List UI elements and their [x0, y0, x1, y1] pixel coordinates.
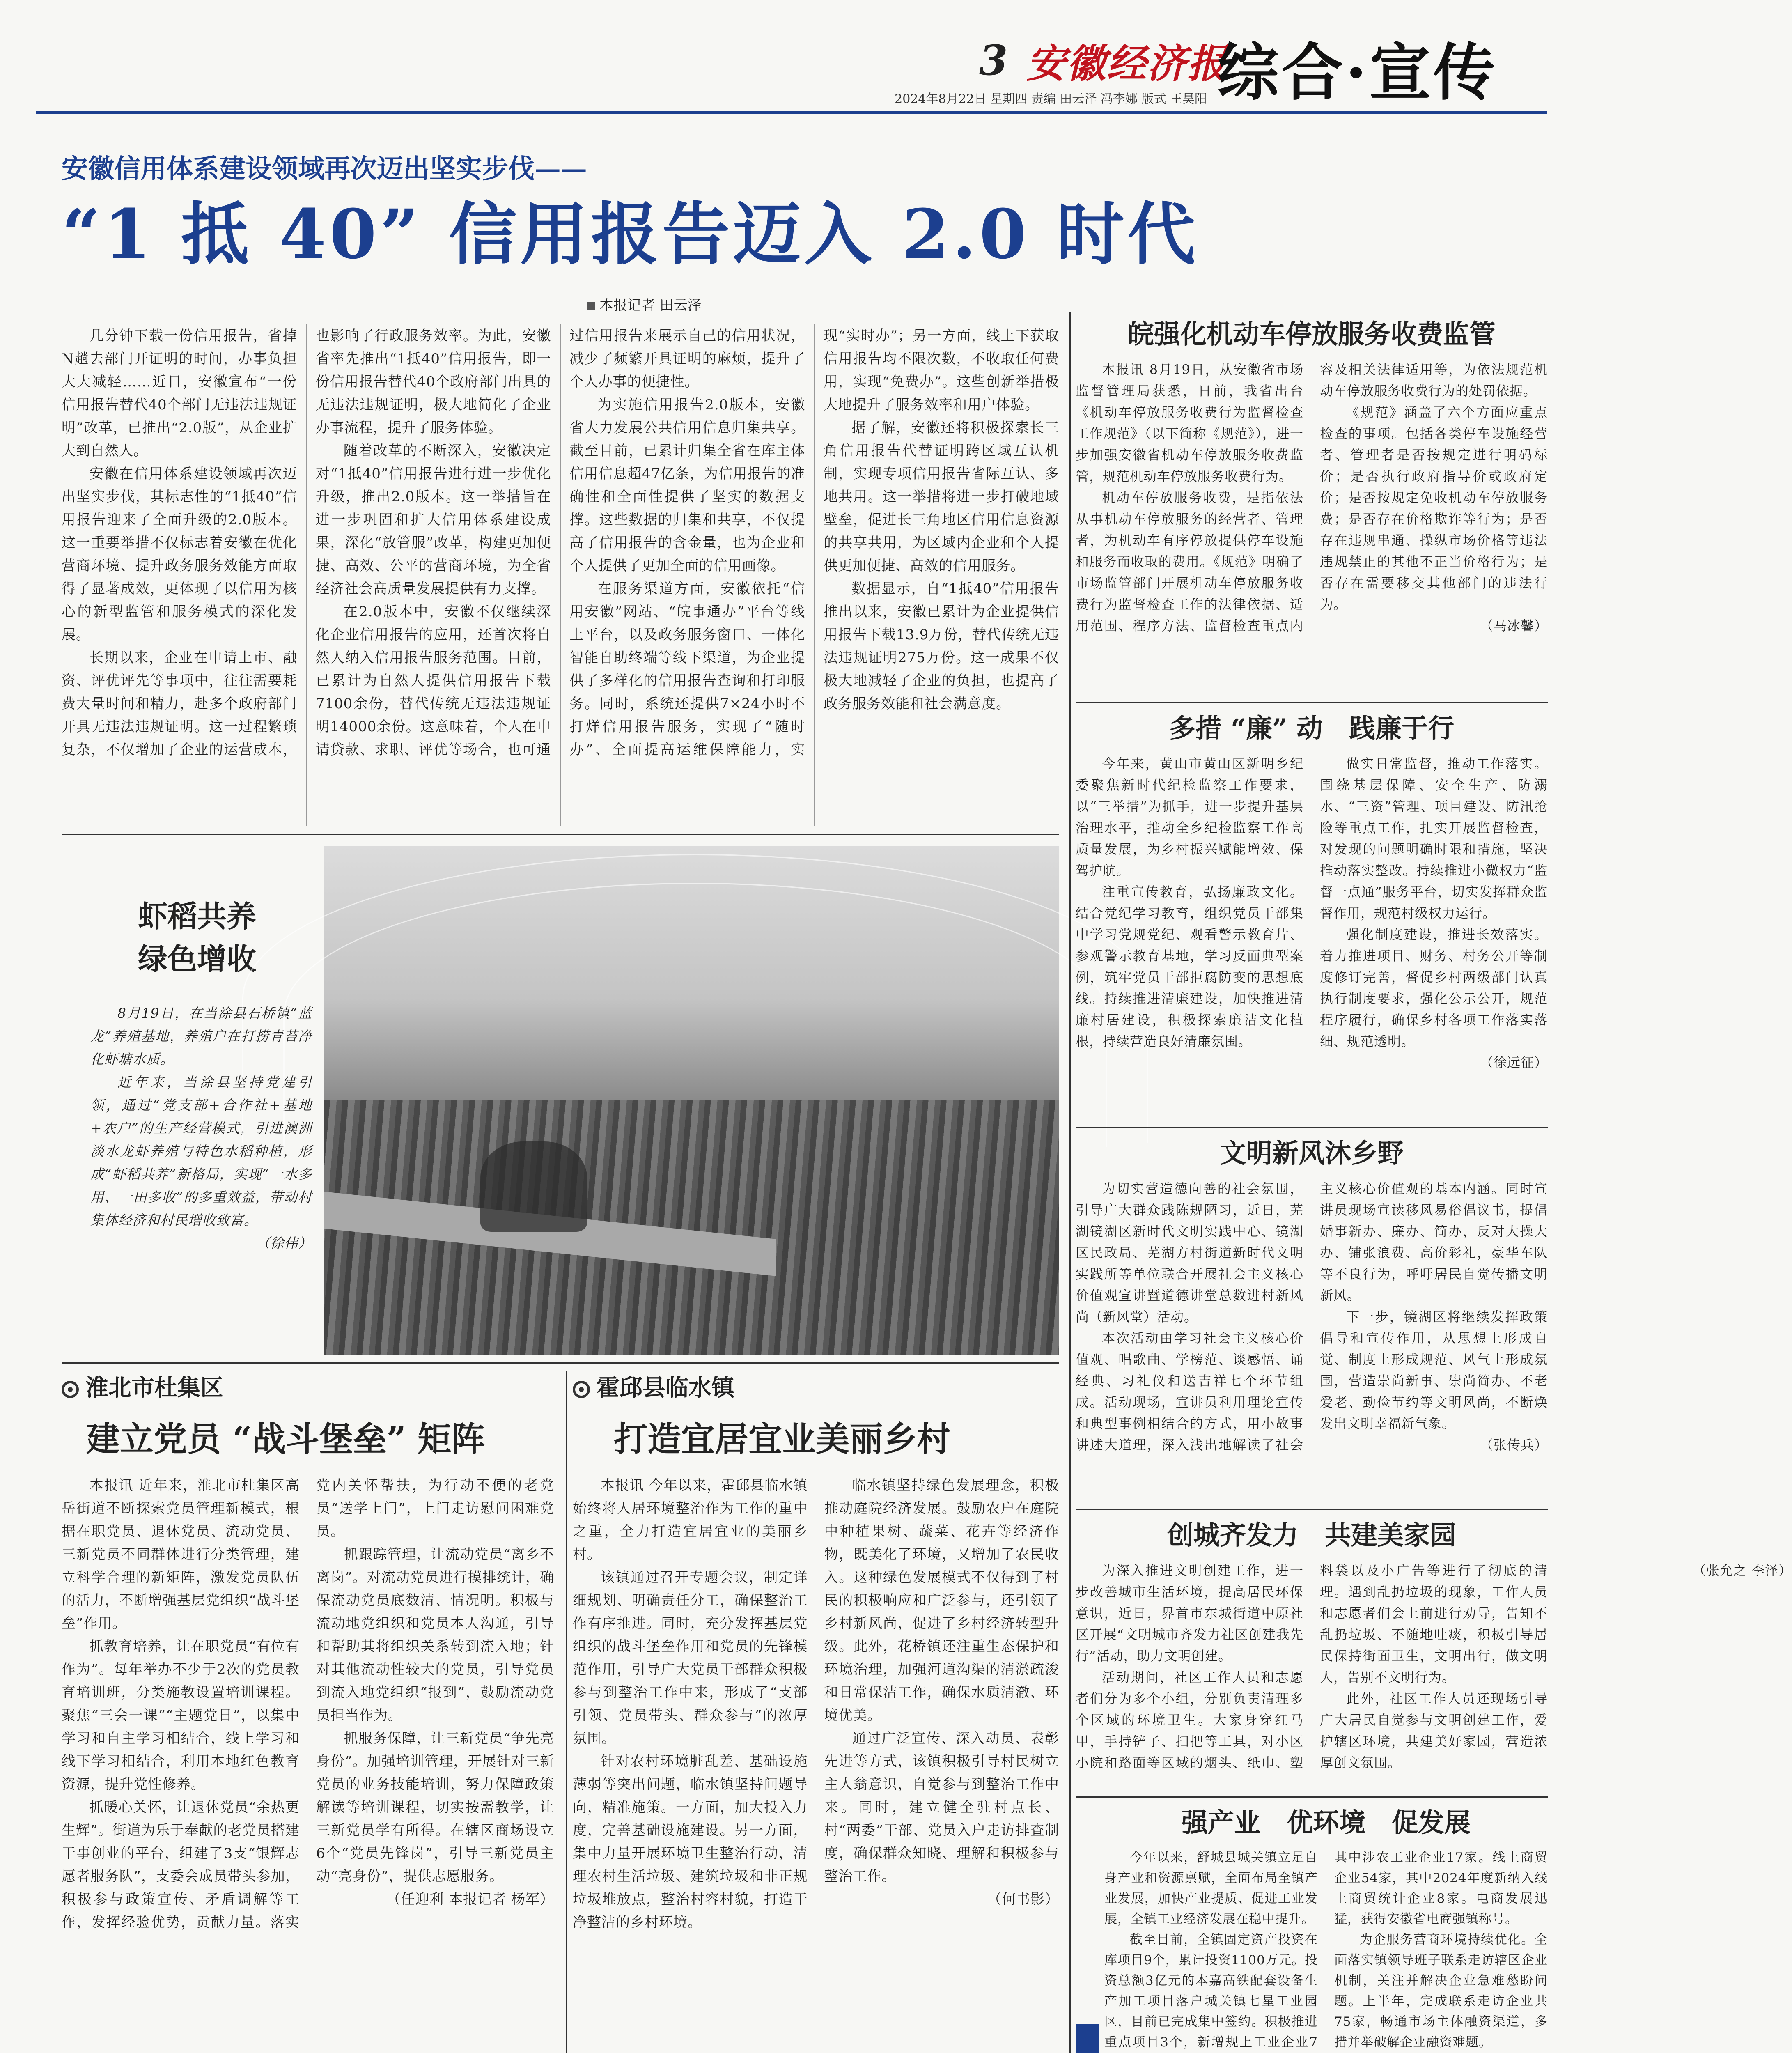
- huoqiu-body: [573, 1474, 1059, 2041]
- parking-body: [1076, 359, 1548, 700]
- location-pin-icon: [573, 1381, 590, 1398]
- duji-paragraph: 抓暖心关怀，让退休党员“余热更生辉”。街道为乐于奉献的老党员搭建干事创业的平台，组建了3支“银辉志愿者服务队”，支委会成员带头参加，积极参与政策宣传、矛盾调解等工作，发挥经验优势，贡献力量。落实党内关怀帮扶，为行动不便的老党员“送学上门”，上门走访慰问困难党员。: [62, 1477, 554, 1931]
- wenming-story: [1076, 1135, 1548, 1506]
- parking-story: [1076, 316, 1548, 700]
- huoqiu-paragraph: 针对农村环境脏乱差、基础设施薄弱等突出问题，临水镇坚持问题导向，精准施策。一方面，加大投入力度，完善基础设施建设。另一方面，集中力量开展环境卫生整治行动，清理农村生活垃圾、建筑垃圾和非正规垃圾堆放点，整治村容村貌，打造干净整洁的乡村环境。: [573, 1753, 808, 1931]
- qiangchanye-paragraph: 截至目前，全镇固定资产投资在库项目9个，累计投资1100万元。投资总额3亿元的本嘉高铁配套设备生产加工项目落户城关镇七星工业园区，目前已完成集中签约。积极推进重点项目3个，新增规上工业企业7 其中涉农工业企业17家。线上商贸企业54家，其中2024年度新纳入线上商贸统计企业8家。电商发展迅猛，获得安徽省电商强镇称号。: [1104, 1850, 1548, 2050]
- lead-byline: [587, 296, 702, 315]
- qiangchanye-paragraph: 为企服务营商环境持续优化。全面落实镇领导班子联系走访辖区企业机制，关注并解决企业急难愁盼问题。上半年，完成联系走访企业共75家，畅通市场主体融资渠道，多措并举破解企业融资难题。: [1334, 1932, 1548, 2050]
- photo-story: [62, 846, 1059, 1355]
- lian-paragraph: 强化制度建设，推进长效落实。着力推进项目、财务、村务公开等制度修订完善，督促乡村两级部门认真执行制度要求，强化公示公开，规范程序履行，确保乡村各项工作落实落细、规范透明。: [1320, 927, 1548, 1049]
- duji-paragraph: 抓教育培养，让在职党员“有位有作为”。每年举办不少于2次的党员教育培训班，分类施教设置培训课程。聚焦“三会一课”“主题党日”，以集中学习和自主学习相结合，线上学习和线下学习相结合，利用本地红色教育资源，提升党性修养。: [62, 1638, 300, 1793]
- section-title: 综合·宣传: [1217, 37, 1498, 109]
- huoqiu-paragraph: 临水镇坚持绿色发展理念，积极推动庭院经济发展。鼓励农户在庭院中种植果树、蔬菜、花卉等经济作物，既美化了环境，又增加了农民收入。这种绿色发展模式不仅得到了村民的积极响应和广泛参与，还引领了乡村新风尚，促进了乡村经济转型升级。此外，花桥镇还注重生态保护和环境治理，加强河道沟渠的清淤疏浚和日常保洁工作，确保水质清澈、环境优美。: [824, 1477, 1059, 1724]
- parking-paragraph: 《规范》涵盖了六个方面应重点检查的事项。包括各类停车设施经营者、管理者是否按规定进行明码标价；是否执行政府指导价或政府定价；是否按规定免收机动车停放服务费；是否存在价格欺诈等行为；是否存在违规串通、操纵市场价格等违法违规禁止的其他不正当价格行为；是否存在需要移交其他部门的违法行为。: [1320, 404, 1548, 612]
- qiangchanye-body: [1104, 1847, 1548, 2053]
- chuangcheng-paragraph: 为深入推进文明创建工作，进一步改善城市生活环境，提高居民环保意识，近日，界首市东城街道中原社区开展“文明城市齐发力社区创建我先行”活动，助力文明创建。: [1076, 1563, 1303, 1664]
- chuangcheng-credit: （张允之 李泽）: [1692, 1563, 1792, 1578]
- wenming-title: 文明新风沐乡野: [1220, 1138, 1404, 1169]
- huoqiu-paragraph: 该镇通过召开专题会议，制定详细规划、明确责任分工，确保整治工作有序推进。同时，充分发挥基层党组织的战斗堡垒作用和党员的先锋模范作用，引导广大党员干部群众积极参与到整治工作中来，形成了“支部引领、党员带头、群众参与”的浓厚氛围。: [573, 1569, 808, 1747]
- duji-paragraph: 抓跟踪管理，让流动党员“离乡不离岗”。对流动党员进行摸排统计，确保流动党员底数清、情况明。积极与流动地党组织和党员本人沟通，引导和帮助其将组织关系转到流入地；针对其他流动性较大的党员，引导党员到流入地党组织“报到”，鼓励流动党员担当作为。: [316, 1546, 554, 1724]
- lead-paragraph: 在2.0版本中，安徽不仅继续深化企业信用报告的应用，还首次将自然人纳入信用报告服务范围。目前，已累计为自然人提供信用报告下载7100余份，替代传统无违法违规证明14000余份。这意味着，个人在申请贷款、求职、评优等场合，也可通过信用报告来展示自己的信用状况，减少了频繁开具证明的麻烦，提升了个人办事的便捷性。: [315, 328, 805, 758]
- side-tag: [1076, 2024, 1099, 2053]
- wenming-credit: （张传兵）: [1480, 1437, 1548, 1453]
- huoqiu-credit: （何书影）: [987, 1891, 1059, 1908]
- duji-story: [62, 1371, 554, 2053]
- photo-caption-paragraph: 8月19日，在当涂县石桥镇“蓝龙”养殖基地，养殖户在打捞青苔净化虾塘水质。: [90, 1005, 312, 1067]
- huoqiu-story: [573, 1371, 1059, 2053]
- lian-credit: （徐远征）: [1480, 1055, 1548, 1070]
- photo-credit: （徐伟）: [256, 1235, 312, 1251]
- wenming-paragraph: 下一步，镜湖区将继续发挥政策倡导和宣传作用，从思想上形成自觉、制度上形成规范、风气上形成氛围，营造崇尚新事、崇尚简办、不老爱老、勤俭节约等文明风尚，不断焕发出文明幸福新气象。: [1320, 1309, 1548, 1431]
- date-line: 2024年8月22日 星期四 责编 田云泽 冯李娜 版式 王昊阳: [895, 92, 1207, 106]
- photo-caption-paragraph: 近年来，当涂县坚持党建引领，通过“党支部+合作社+基地+农户”的生产经营模式，引进澳洲淡水龙虾养殖与特色水稻种植，形成“虾稻共养”新格局，实现“一水多用、一田多收”的多重效益，带动村集体经济和村民增收致富。: [90, 1074, 312, 1228]
- duji-title: 建立党员 “战斗堡垒” 矩阵: [86, 1419, 485, 1459]
- lead-bottom-rule: [62, 834, 1059, 835]
- duji-location-text: 淮北市杜集区: [85, 1374, 223, 1401]
- lead-paragraph: 安徽在信用体系建设领域再次迈出坚实步伐，其标志性的“1抵40”信用报告迎来了全面升级的2.0版本。这一重要举措不仅标志着安徽在优化营商环境、提升政务服务效能方面取得了显著成效，更体现了以信用为核心的新型监管和服务模式的深化发展。: [62, 466, 297, 643]
- wenming-paragraph: 本次活动由学习社会主义核心价值观、唱歌曲、学榜范、谈感悟、诵经典、习礼仪和送吉祥七个环节组成。活动现场，宣讲员利用理论宣传和典型事例相结合的方式，用小故事讲述大道理，深入浅出地解读了社会主义核心价值观的基本内涵。同时宣讲员现场宣读移风易俗倡议书，提倡婚事新办、廉办、简办，反对大操大办、铺张浪费、高价彩礼，豪华车队等不良行为，呼吁居民自觉传播文明新风。: [1076, 1181, 1548, 1453]
- right-rule: [1076, 1127, 1548, 1128]
- right-rule: [1076, 1509, 1548, 1510]
- chuangcheng-title: 创城齐发力 共建美家园: [1167, 1520, 1456, 1551]
- wenming-body: [1076, 1178, 1548, 1506]
- lead-body: [62, 324, 1059, 826]
- lead-paragraph: 几分钟下载一份信用报告，省掉N趟去部门开证明的时间，办事负担大大减轻……近日，安徽宣布“一份信用报告替代40个部门无违法违规证明”改革，已推出“2.0版”，从企业扩大到自然人。: [62, 328, 297, 459]
- duji-credit: （任迎利 本报记者 杨军）: [386, 1891, 554, 1908]
- duji-location: [62, 1371, 554, 1404]
- shrimp-rice-farm-photo: [324, 846, 1059, 1355]
- masthead-rule: [36, 111, 1547, 114]
- duji-paragraph: 抓服务保障，让三新党员“争先亮身份”。加强培训管理，开展针对三新党员的业务技能培训，努力保障政策解读等培训课程，切实按需教学，让三新党员学有所得。在辖区商场设立6个“党员先锋岗”，引导三新党员主动“亮身份”，提供志愿服务。: [316, 1730, 554, 1885]
- lian-title: 多措 “廉” 动 践廉于行: [1169, 713, 1455, 744]
- chuangcheng-story: [1076, 1517, 1792, 1790]
- lead-paragraph: 为实施信用报告2.0版本，安徽省大力发展公共信用信息归集共享。截至目前，已累计归集全省在库主体信用信息超47亿条，为信用报告的准确性和全面性提供了坚实的数据支撑。这些数据的归集和共享，不仅提高了信用报告的含金量，也为企业和个人提供了更加全面的信用画像。: [569, 397, 805, 574]
- parking-paragraph: 本报讯 8月19日，从安徽省市场监督管理局获悉，日前，我省出台《机动车停放服务收费行为监督检查工作规范》（以下简称《规范》），进一步加强安徽省机动车停放服务收费监管，规范机动车停放服务收费行为。: [1076, 362, 1303, 484]
- qiangchanye-paragraph: 今年以来，舒城县城关镇立足自身产业和资源禀赋，全面布局全镇产业发展，加快产业提质、促进工业发展，全镇工业经济发展在稳中提升。: [1104, 1850, 1318, 1927]
- chuangcheng-paragraph: 此外，社区工作人员还现场引导广大居民自觉参与文明创建工作，爱护辖区环境，共建美好家园，营造浓厚创文氛围。: [1320, 1691, 1548, 1771]
- lian-story: [1076, 710, 1548, 1123]
- masthead: [0, 0, 1566, 152]
- chuangcheng-body: [1076, 1560, 1792, 1790]
- huoqiu-location-text: 霍邱县临水镇: [597, 1374, 734, 1401]
- lead-paragraph: 长期以来，企业在申请上市、融资、评优评先等事项中，往往需要耗费大量时间和精力，赴多个政府部门开具无违法违规证明。这一过程繁琐复杂，不仅增加了企业的运营成本，也影响了行政服务效率。为此，安徽省率先推出“1抵40”信用报告，即一份信用报告替代40个政府部门出具的无违法违规证明，极大地简化了企业办事流程，提升了服务体验。: [62, 328, 551, 758]
- lead-paragraph: 据了解，安徽还将积极探索长三角信用报告代替证明跨区域互认机制，实现专项信用报告省际互认、多地共用。这一举措将进一步打破地域壁垒，促进长三角地区信用信息资源的共享共用，为区域内企业和个人提供更加便捷、高效的信用服务。: [824, 420, 1059, 574]
- location-pin-icon: [62, 1381, 79, 1398]
- parking-title: 皖强化机动车停放服务收费监管: [1128, 319, 1496, 350]
- duji-paragraph: 本报讯 近年来，淮北市杜集区高岳街道不断探索党员管理新模式，根据在职党员、退休党员、流动党员、三新党员不同群体进行分类管理，建立科学合理的新矩阵，激发党员队伍的活力，不断增强基层党组织“战斗堡垒”作用。: [62, 1477, 300, 1632]
- photo-story-title-line: 绿色增收: [138, 942, 256, 976]
- right-column-rule: [1069, 312, 1071, 2053]
- huoqiu-paragraph: 通过广泛宣传、深入动员、表彰先进等方式，该镇积极引导村民树立主人翁意识，自觉参与到整治工作中来。同时，建立健全驻村点长、村“两委”干部、党员入户走访排查制度，确保群众知晓、理解和积极参与整治工作。: [824, 1730, 1059, 1885]
- qiangchanye-story: [1104, 1805, 1548, 2053]
- right-rule: [1076, 702, 1548, 703]
- newspaper-logo: 安徽经济报: [1026, 40, 1228, 87]
- wenming-paragraph: 为切实营造德向善的社会氛围，引导广大群众践陈规陋习，近日，芜湖镜湖区新时代文明实践中心、镜湖区民政局、芜湖方村街道新时代文明实践所等单位联合开展社会主义核心价值观宣讲暨道德讲堂总数进村新风尚（新风堂）活动。: [1076, 1181, 1303, 1325]
- right-rule: [1076, 1796, 1548, 1798]
- parking-credit: （马冰馨）: [1480, 618, 1548, 634]
- lead-kicker: 安徽信用体系建设领域再次迈出坚实步伐——: [62, 154, 587, 184]
- lead-paragraph: 随着改革的不断深入，安徽决定对“1抵40”信用报告进行进一步优化升级，推出2.0版本。这一举措旨在进一步巩固和扩大信用体系建设成果，深化“放管服”改革，构建更加便捷、高效、公平的营商环境，为全省经济社会高质量发展提供有力支撑。: [315, 443, 551, 597]
- byline-marker-icon: [587, 302, 595, 310]
- lian-paragraph: 今年来，黄山市黄山区新明乡纪委聚焦新时代纪检监察工作要求，以“三举措”为抓手，进一步提升基层治理水平，推动全乡纪检监察工作高质量发展，为乡村振兴赋能增效、保驾护航。: [1076, 756, 1303, 878]
- lian-paragraph: 注重宣传教育，弘扬廉政文化。结合党纪学习教育，组织党员干部集中学习党规党纪、观看警示教育片、参观警示教育基地，学习反面典型案例，筑牢党员干部拒腐防变的思想底线。持续推进清廉建设，加快推进清廉村居建设，积极探索廉洁文化植根，持续营造良好清廉氛围。: [1076, 884, 1303, 1049]
- huoqiu-location: [573, 1371, 1059, 1404]
- huoqiu-paragraph: 本报讯 今年以来，霍邱县临水镇始终将人居环境整治作为工作的重中之重，全力打造宜居宜业的美丽乡村。: [573, 1477, 808, 1563]
- huoqiu-title: 打造宜居宜业美丽乡村: [614, 1419, 951, 1459]
- mid-vertical-rule: [566, 1371, 567, 2053]
- duji-body: [62, 1474, 554, 2041]
- photo-bottom-rule: [62, 1362, 1059, 1364]
- chuangcheng-paragraph: 活动期间，社区工作人员和志愿者们分为多个小组，分别负责清理多个区域的环境卫生。大家身穿红马甲，手持铲子、扫把等工具，对小区小院和路面等区域的烟头、纸巾、塑料袋以及小广告等进行了彻底的清理。遇到乱扔垃圾的现象，工作人员和志愿者们会上前进行劝导，告知不乱扔垃圾、不随地吐痰，积极引导居民保持街面卫生，文明出行，做文明人，告别不文明行为。: [1076, 1563, 1548, 1771]
- page-number: 3: [979, 36, 1008, 85]
- parking-paragraph: 机动车停放服务收费，是指依法从事机动车停放服务的经营者、管理者，为机动车有序停放提供停车设施和服务而收取的费用。《规范》明确了市场监管部门开展机动车停放服务收费行为监督检查工作的法律依据、适用范围、程序方法、监督检查重点内容及相关法律适用等，为依法规范机动车停放服务收费行为的处罚依据。: [1076, 362, 1548, 634]
- qiangchanye-title: 强产业 优环境 促发展: [1182, 1807, 1471, 1838]
- lead-title: “1 抵 40” 信用报告迈入 2.0 时代: [62, 194, 1199, 274]
- lead-paragraph: 数据显示，自“1抵40”信用报告推出以来，安徽已累计为企业提供信用报告下载13.9万份，替代传统无违法违规证明275万份。这一成果不仅极大地减轻了企业的负担，也提高了政务服务效能和社会满意度。: [824, 581, 1059, 712]
- lead-byline-text: 本报记者 田云泽: [599, 297, 702, 314]
- farmers-figures: [480, 1141, 587, 1232]
- photo-story-title-line: 虾稻共养: [138, 899, 256, 934]
- lian-paragraph: 做实日常监督，推动工作落实。围绕基层保障、安全生产、防溺水、“三资”管理、项目建设、防汛抢险等重点工作，扎实开展监督检查，对发现的问题明确时限和措施，坚决推动落实整改。持续推进小微权力“监督一点通”服务平台，切实发挥群众监督作用，规范村级权力运行。: [1320, 756, 1548, 921]
- lian-body: [1076, 753, 1548, 1123]
- lead-paragraph: 在服务渠道方面，安徽依托“信用安徽”网站、“皖事通办”平台等线上平台，以及政务服务窗口、一体化智能自助终端等线下渠道，为企业提供了多样化的信用报告查询和打印服务。同时，系统还提供7×24小时不打烊信用报告服务，实现了“随时办”、全面提高运维保障能力，实现“实时办”；另一方面，线上下获取信用报告均不限次数，不收取任何费用，实现“免费办”。这些创新举措极大地提升了服务效率和用户体验。: [569, 328, 1059, 758]
